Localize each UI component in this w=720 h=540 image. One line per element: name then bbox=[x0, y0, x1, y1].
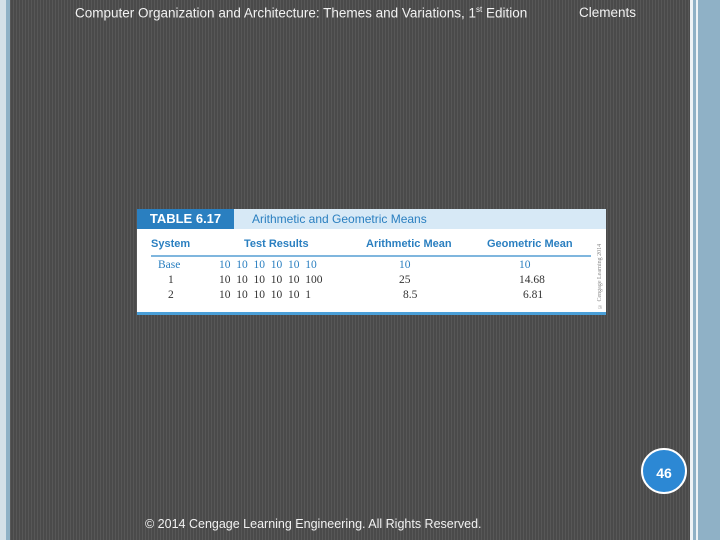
slide-header bbox=[65, 5, 665, 23]
page-number-badge: 46 bbox=[641, 448, 687, 494]
table-row bbox=[137, 259, 597, 274]
col-header-system: System bbox=[151, 238, 191, 250]
table-row bbox=[137, 289, 597, 304]
cell-results: 10 10 10 10 10 10 bbox=[219, 259, 317, 271]
table-label: TABLE 6.17 bbox=[137, 209, 234, 229]
cell-system: 1 bbox=[168, 274, 174, 286]
cell-arith: 25 bbox=[399, 274, 411, 286]
copyright-footer: © 2014 Cengage Learning Engineering. All Rights Reserved. bbox=[145, 517, 482, 531]
col-header-arithmetic-mean: Arithmetic Mean bbox=[366, 238, 452, 250]
author-name: Clements bbox=[579, 5, 637, 20]
table-header-bar bbox=[137, 209, 606, 229]
cell-geo: 14.68 bbox=[519, 274, 545, 286]
left-border-rail bbox=[0, 0, 6, 540]
cell-system: Base bbox=[158, 259, 181, 271]
copyright-credit: © Cengage Learning 2014 bbox=[597, 243, 603, 309]
cell-arith: 10 bbox=[399, 259, 411, 271]
title-superscript: st bbox=[475, 5, 483, 14]
table-caption: Arithmetic and Geometric Means bbox=[252, 212, 427, 226]
column-header-row bbox=[151, 233, 591, 257]
col-header-test-results: Test Results bbox=[244, 238, 309, 250]
cell-geo: 6.81 bbox=[523, 289, 544, 301]
col-header-geometric-mean: Geometric Mean bbox=[487, 238, 573, 250]
table-row bbox=[137, 274, 597, 289]
right-border-rail bbox=[690, 0, 720, 540]
table-figure bbox=[137, 209, 606, 315]
cell-results: 10 10 10 10 10 100 bbox=[219, 274, 323, 286]
cell-results: 10 10 10 10 10 1 bbox=[219, 289, 311, 301]
cell-system: 2 bbox=[168, 289, 174, 301]
book-title: Computer Organization and Architecture: Themes and Variations, 1st Edition bbox=[75, 5, 528, 21]
cell-arith: 8.5 bbox=[403, 289, 418, 301]
cell-geo: 10 bbox=[519, 259, 531, 271]
